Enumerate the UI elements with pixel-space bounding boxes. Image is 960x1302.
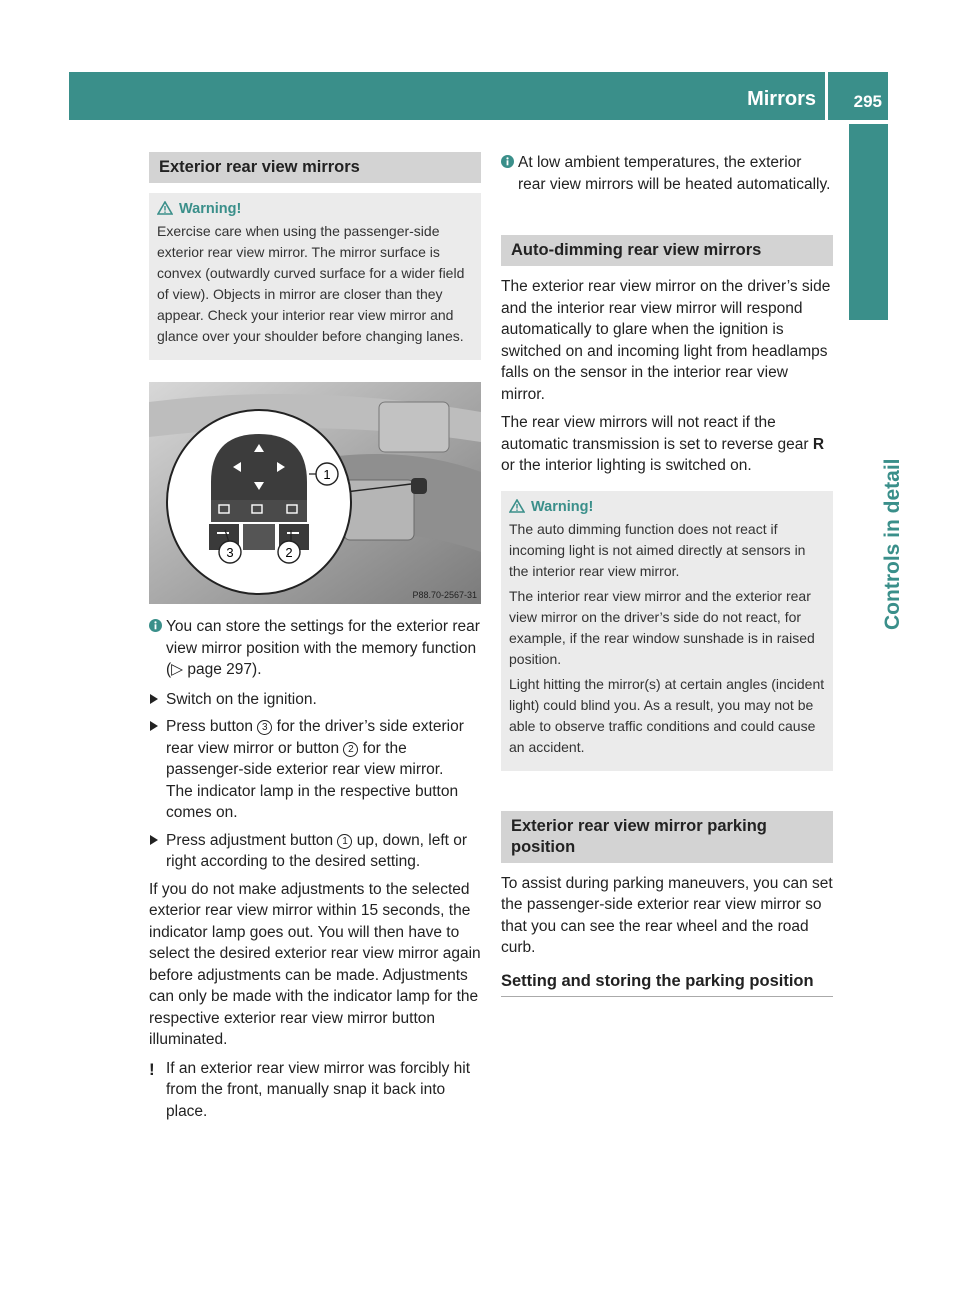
callout-ref-2: 2 <box>343 742 358 757</box>
warning-triangle-icon <box>157 201 173 215</box>
timeout-paragraph: If you do not make adjustments to the selected exterior rear view mirror within 15 seconds, the indicator lamp goes out. You will then have to select the desired exterior rear view mirror again before adjustments can be made. Adjustments can only be made with the indicator lamp for the respective exterior rear view mirror button illuminated. <box>149 880 481 1048</box>
warning-text-2: The interior rear view mirror and the exterior rear view mirror on the driver’s side do not react, for example, if the rear window sunshade is in raised position. <box>509 587 815 667</box>
callout-ref-1: 1 <box>337 834 352 849</box>
parking-paragraph: To assist during parking maneuvers, you can set the passenger-side exterior rear view mirror so that you can see the rear wheel and the road curb. <box>501 874 833 956</box>
right-column <box>501 152 833 997</box>
header-divider <box>825 72 828 120</box>
warning-title: Warning! <box>509 497 825 518</box>
info-note-memory: You can store the settings for the exterior rear view mirror position with the memory function (▷ page 297). <box>149 616 481 681</box>
section-title-exterior: Exterior rear view mirrors <box>149 152 481 183</box>
warning-text: Exercise care when using the passenger-side exterior rear view mirror. The mirror surface is convex (outwardly curved surface for a wider field of view). Objects in mirror are closer than they appear. Check your interior rear view mirror and glance over your shoulder before changing lanes. <box>157 223 465 344</box>
warning-title: Warning! <box>157 199 473 220</box>
chapter-label: Controls in detail <box>881 458 904 630</box>
step-arrow-icon <box>150 721 158 731</box>
step-arrow-icon <box>150 835 158 845</box>
subheading-parking: Setting and storing the parking position <box>501 971 833 998</box>
section-title-parking: Exterior rear view mirror parking position <box>501 811 833 863</box>
callout-2: 2 <box>285 545 293 560</box>
step-select-mirror: Press button 3 for the driver’s side exterior rear view mirror or button 2 for the passenger-side exterior rear view mirror. The indicator lamp in the respective button comes on. <box>149 716 481 824</box>
autodim-paragraph-1: The exterior rear view mirror on the driver’s side and the interior rear view mirror will respond automatically to glare when the ignition is switched on and incoming light from headlamps falls on the sensor in the interior rear view mirror. <box>501 278 831 403</box>
section-title-autodim: Auto-dimming rear view mirrors <box>501 235 833 266</box>
step-adjust: Press adjustment button 1 up, down, left or right according to the desired setting. <box>149 830 481 873</box>
chapter-tab <box>849 124 888 320</box>
step-result: The indicator lamp in the respective button comes on. <box>166 782 459 821</box>
page-number: 295 <box>853 92 882 111</box>
autodim-paragraph-2: The rear view mirrors will not react if the automatic transmission is set to reverse gear R or the interior lighting is switched on. <box>501 414 825 474</box>
callout-3: 3 <box>226 545 234 560</box>
step-arrow-icon <box>150 694 158 704</box>
mirror-switch-figure <box>149 382 481 604</box>
figure-code: P88.70-2567-31 <box>412 590 477 600</box>
warning-box <box>149 193 481 360</box>
warning-triangle-icon <box>509 499 525 513</box>
page-header <box>69 72 888 120</box>
door-panel-photo <box>149 382 481 604</box>
callout-ref-3: 3 <box>257 720 272 735</box>
info-note-heated: At low ambient temperatures, the exterior rear view mirrors will be heated automatically. <box>501 152 833 195</box>
callout-1: 1 <box>323 467 331 482</box>
header-title: Mirrors <box>747 88 816 110</box>
warning-text-3: Light hitting the mirror(s) at certain angles (incident light) could blind you. As a result, you may not be able to observe traffic conditions and could cause an accident. <box>509 675 825 755</box>
caution-icon: ! <box>149 1059 155 1079</box>
left-column <box>149 152 481 1130</box>
warning-box-autodim <box>501 491 833 771</box>
info-icon <box>501 155 514 168</box>
info-icon <box>149 619 162 632</box>
caution-note: ! If an exterior rear view mirror was forcibly hit from the front, manually snap it back into place. <box>149 1059 471 1120</box>
warning-text-1: The auto dimming function does not react if incoming light is not aimed directly at sensors in the interior rear view mirror. <box>509 520 806 579</box>
step-ignition: Switch on the ignition. <box>149 689 481 711</box>
